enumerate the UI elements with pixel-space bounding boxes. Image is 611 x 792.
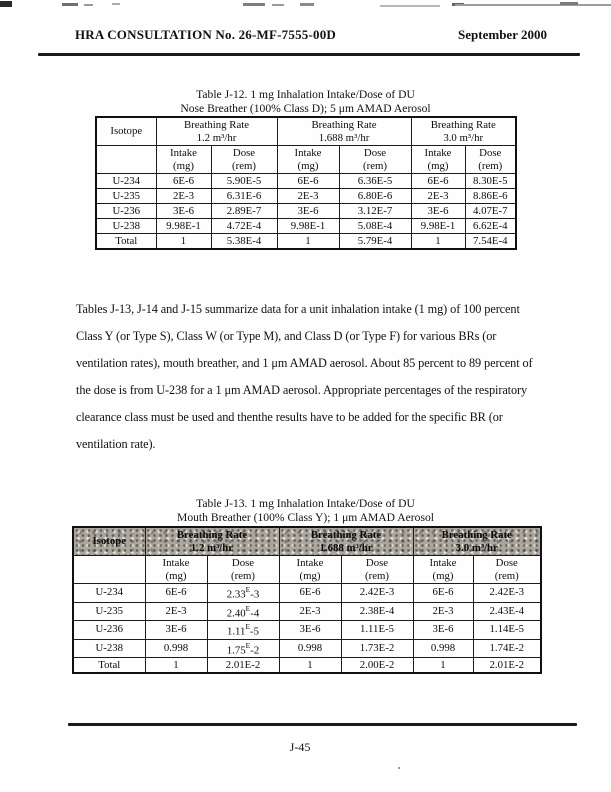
table-cell: 6E-6: [279, 584, 341, 603]
table-cell: 5.79E-4: [339, 234, 411, 250]
scan-artifact: [112, 3, 120, 5]
table-j12: [95, 116, 517, 250]
scan-artifact: [62, 3, 78, 6]
scan-artifact: [243, 3, 265, 6]
breathing-rate-header-cell: Breathing Rate 1.2 m³/hr: [156, 117, 277, 146]
table-cell: 6E-6: [413, 584, 473, 603]
page-header: [75, 27, 547, 43]
table-cell: U-235: [73, 602, 145, 621]
table-cell: 2E-3: [279, 602, 341, 621]
table-j12-title-line2: Nose Breather (100% Class D); 5 μm AMAD Aerosol: [180, 101, 431, 115]
table-cell: 3E-6: [277, 204, 339, 219]
breathing-rate-header-cell: Breathing Rate 3.0 m³/hr: [411, 117, 516, 146]
table-subheader-row: [96, 146, 516, 174]
table-row: [96, 234, 516, 250]
table-cell: 6E-6: [277, 174, 339, 189]
table-cell: $1.75^E-2$: [207, 639, 279, 658]
table-cell: $1.11^E-5$: [207, 621, 279, 640]
table-cell: 1: [156, 234, 211, 250]
table-cell: 6.36E-5: [339, 174, 411, 189]
table-cell: U-238: [96, 219, 156, 234]
table-cell: 1: [145, 658, 207, 674]
table-cell: Total: [96, 234, 156, 250]
table-j13-title-line1: Table J-13. 1 mg Inhalation Intake/Dose of DU: [196, 497, 415, 510]
table-cell: 3E-6: [413, 621, 473, 640]
table-j12-title-line1: Table J-12. 1 mg Inhalation Intake/Dose of DU: [196, 88, 415, 101]
scan-artifact: [300, 3, 314, 6]
table-j13-head: [73, 527, 541, 584]
table-cell: 2.42E-3: [341, 584, 413, 603]
header-rule: [38, 53, 580, 56]
table-cell: 3E-6: [279, 621, 341, 640]
table-cell: 0.998: [145, 639, 207, 658]
table-j12-body: [96, 174, 516, 250]
table-cell: 0.998: [279, 639, 341, 658]
unit-header-cell: Intake (mg): [277, 146, 339, 174]
unit-header-cell: Intake (mg): [413, 556, 473, 584]
table-cell: 3E-6: [411, 204, 465, 219]
table-cell: $2.40^E-4$: [207, 602, 279, 621]
unit-header-cell: Intake (mg): [411, 146, 465, 174]
table-row: [73, 602, 541, 621]
table-cell: 6.31E-6: [211, 189, 277, 204]
table-row: [73, 639, 541, 658]
table-subheader-row: [73, 556, 541, 584]
table-j13-body: [73, 584, 541, 674]
table-cell: 4.07E-7: [465, 204, 516, 219]
table-cell: 1.14E-5: [473, 621, 541, 640]
paragraph-line: ventilation rate).: [76, 437, 156, 451]
table-cell: 1.74E-2: [473, 639, 541, 658]
empty-header-cell: [96, 146, 156, 174]
table-cell: 2E-3: [413, 602, 473, 621]
table-cell: 2.38E-4: [341, 602, 413, 621]
table-cell: 9.98E-1: [411, 219, 465, 234]
table-cell: 6E-6: [156, 174, 211, 189]
body-paragraph: [76, 296, 576, 458]
table-cell: U-236: [96, 204, 156, 219]
table-cell: 5.38E-4: [211, 234, 277, 250]
table-cell: 9.98E-1: [156, 219, 211, 234]
table-cell: 3.12E-7: [339, 204, 411, 219]
breathing-rate-header-cell: Breathing Rate 3.0 m³/hr: [413, 527, 541, 556]
table-row: [73, 584, 541, 603]
scan-artifact: [560, 2, 578, 5]
breathing-rate-header-cell: Breathing Rate 1.688 m³/hr: [277, 117, 411, 146]
table-cell: 6E-6: [145, 584, 207, 603]
table-cell: 2E-3: [277, 189, 339, 204]
table-row: [73, 621, 541, 640]
unit-header-cell: Dose (rem): [211, 146, 277, 174]
isotope-header-cell: Isotope: [73, 527, 145, 556]
table-cell: 1: [277, 234, 339, 250]
table-j13-title-line2: Mouth Breather (100% Class Y); 1 μm AMAD Aerosol: [177, 510, 434, 524]
table-cell: 6.62E-4: [465, 219, 516, 234]
table-cell: 3E-6: [145, 621, 207, 640]
table-cell: 3E-6: [156, 204, 211, 219]
scan-artifact: [455, 4, 611, 6]
table-cell: 6E-6: [411, 174, 465, 189]
table-cell: U-238: [73, 639, 145, 658]
table-cell: 8.86E-6: [465, 189, 516, 204]
table-row: [96, 219, 516, 234]
unit-header-cell: Intake (mg): [145, 556, 207, 584]
scan-artifact: [380, 5, 440, 7]
isotope-header-cell: Isotope: [96, 117, 156, 146]
breathing-rate-header-cell: Breathing Rate 1.688 m³/hr: [279, 527, 413, 556]
unit-header-cell: Dose (rem): [339, 146, 411, 174]
table-cell: U-236: [73, 621, 145, 640]
breathing-rate-header-cell: Breathing Rate 1.2 m³/hr: [145, 527, 279, 556]
table-cell: 9.98E-1: [277, 219, 339, 234]
table-cell: 2.42E-3: [473, 584, 541, 603]
table-cell: 5.90E-5: [211, 174, 277, 189]
table-cell: 7.54E-4: [465, 234, 516, 250]
table-cell: 2.89E-7: [211, 204, 277, 219]
table-row: [73, 658, 541, 674]
unit-header-cell: Dose (rem): [207, 556, 279, 584]
table-j13: [72, 526, 542, 674]
table-cell: 5.08E-4: [339, 219, 411, 234]
table-row: [96, 174, 516, 189]
page-number: J-45: [289, 740, 311, 754]
scan-artifact: [84, 4, 93, 6]
table-cell: 8.30E-5: [465, 174, 516, 189]
table-cell: U-234: [96, 174, 156, 189]
paragraph-line: ventilation rates), mouth breather, and 1 μm AMAD aerosol. About 85 percent to 89 percent of: [76, 356, 533, 370]
table-cell: 1: [413, 658, 473, 674]
table-cell: 1.73E-2: [341, 639, 413, 658]
table-cell: 2E-3: [156, 189, 211, 204]
table-cell: 1: [279, 658, 341, 674]
unit-header-cell: Dose (rem): [341, 556, 413, 584]
paragraph-line: Tables J-13, J-14 and J-15 summarize data for a unit inhalation intake (1 mg) of 100 percent: [76, 302, 520, 316]
table-cell: 4.72E-4: [211, 219, 277, 234]
scan-artifact: [398, 767, 400, 769]
table-cell: 2E-3: [411, 189, 465, 204]
table-cell: 2.01E-2: [207, 658, 279, 674]
paragraph-line: Class Y (or Type S), Class W (or Type M), and Class D (or Type F) for various BRs (or: [76, 329, 497, 343]
table-cell: 2E-3: [145, 602, 207, 621]
table-cell: 2.01E-2: [473, 658, 541, 674]
unit-header-cell: Dose (rem): [465, 146, 516, 174]
table-cell: U-235: [96, 189, 156, 204]
footer-rule: [68, 723, 577, 726]
table-cell: 1.11E-5: [341, 621, 413, 640]
scan-artifact: [0, 1, 12, 7]
table-cell: 2.00E-2: [341, 658, 413, 674]
table-j12-head: [96, 117, 516, 174]
unit-header-cell: Intake (mg): [279, 556, 341, 584]
table-cell: U-234: [73, 584, 145, 603]
table-cell: $2.33^E-3$: [207, 584, 279, 603]
table-header-row: [96, 117, 516, 146]
empty-header-cell: [73, 556, 145, 584]
table-cell: 6.80E-6: [339, 189, 411, 204]
table-cell: 1: [411, 234, 465, 250]
table-j12-title: [0, 88, 611, 115]
unit-header-cell: Dose (rem): [473, 556, 541, 584]
table-j13-title: [0, 497, 611, 524]
report-number-title: HRA CONSULTATION No. 26-MF-7555-00D: [75, 27, 336, 42]
header-date: September 2000: [458, 27, 547, 42]
table-cell: Total: [73, 658, 145, 674]
table-cell: 0.998: [413, 639, 473, 658]
scan-artifact: [272, 4, 284, 6]
unit-header-cell: Intake (mg): [156, 146, 211, 174]
table-row: [96, 189, 516, 204]
table-header-row: [73, 527, 541, 556]
paragraph-line: clearance class must be used and thenthe results have to be added for the specific BR (or: [76, 410, 503, 424]
table-row: [96, 204, 516, 219]
paragraph-line: the dose is from U-238 for a 1 μm AMAD aerosol. Appropriate percentages of the respiratory: [76, 383, 528, 397]
table-cell: 2.43E-4: [473, 602, 541, 621]
